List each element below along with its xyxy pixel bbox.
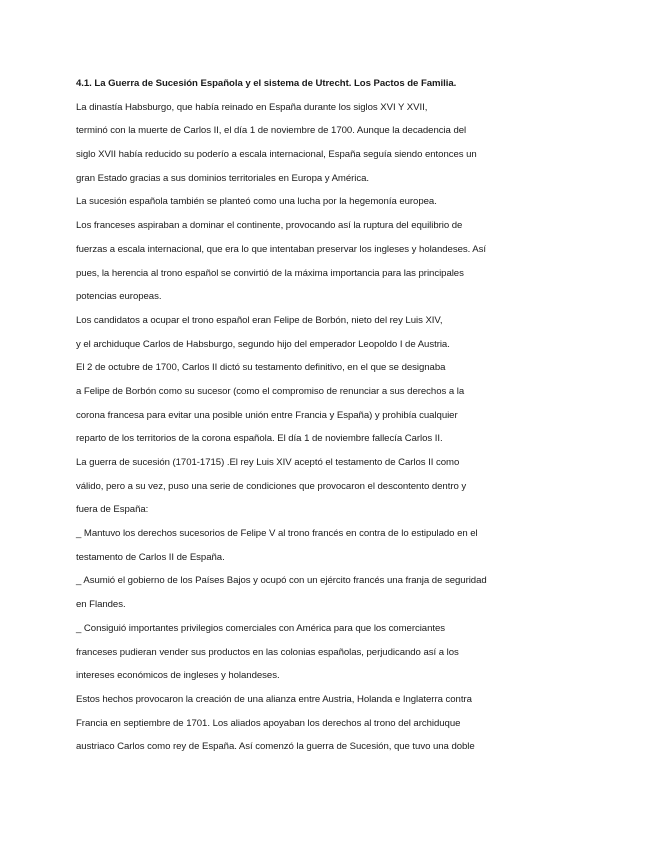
text-line: en Flandes.: [76, 599, 126, 611]
text-line: corona francesa para evitar una posible unión entre Francia y España) y prohibía cualquier: [76, 409, 458, 421]
text-line: Estos hechos provocaron la creación de una alianza entre Austria, Holanda e Inglaterra contra: [76, 693, 472, 705]
text-line: reparto de los territorios de la corona española. El día 1 de noviembre fallecía Carlos II.: [76, 433, 443, 445]
text-line: El 2 de octubre de 1700, Carlos II dictó su testamento definitivo, en el que se designaba: [76, 362, 446, 374]
text-line: _ Mantuvo los derechos sucesorios de Felipe V al trono francés en contra de lo estipulado en el: [76, 528, 478, 540]
text-line: La dinastía Habsburgo, que había reinado en España durante los siglos XVI Y XVII,: [76, 101, 428, 113]
text-line: testamento de Carlos II de España.: [76, 551, 225, 563]
text-line: La guerra de sucesión (1701-1715) .El rey Luis XIV aceptó el testamento de Carlos II como: [76, 457, 460, 468]
text-line: a Felipe de Borbón como su sucesor (como el compromiso de renunciar a sus derechos a la: [76, 385, 465, 397]
text-line: La sucesión española también se planteó como una lucha por la hegemonía europea.: [76, 196, 437, 208]
text-line: _ Asumió el gobierno de los Países Bajos y ocupó con un ejército francés una franja de seguridad: [76, 575, 487, 587]
text-line: gran Estado gracias a sus dominios territoriales en Europa y América.: [76, 172, 370, 184]
text-line: pues, la herencia al trono español se convirtió de la máxima importancia para las principales: [76, 267, 464, 279]
text-line: terminó con la muerte de Carlos II, el día 1 de noviembre de 1700. Aunque la decadencia del: [76, 125, 467, 137]
text-line: fuerzas a escala internacional, que era lo que intentaban preservar los ingleses y holandeses. Así: [76, 243, 487, 255]
section-heading: 4.1. La Guerra de Sucesión Española y el sistema de Utrecht. Los Pactos de Familia.: [76, 78, 457, 89]
text-line: Los franceses aspiraban a dominar el continente, provocando así la ruptura del equilibrio de: [76, 220, 463, 232]
text-line: intereses económicos de ingleses y holandeses.: [76, 670, 280, 682]
text-line: Francia en septiembre de 1701. Los aliados apoyaban los derechos al trono del archiduque: [76, 717, 461, 729]
text-line: y el archiduque Carlos de Habsburgo, segundo hijo del emperador Leopoldo I de Austria.: [76, 338, 450, 350]
text-line: franceses pudieran vender sus productos en las colonias españolas, perjudicando así a los: [76, 646, 459, 658]
text-line: válido, pero a su vez, puso una serie de condiciones que provocaron el descontento dentro y: [76, 480, 467, 492]
document-body: [76, 72, 546, 759]
text-line: Los candidatos a ocupar el trono español eran Felipe de Borbón, nieto del rey Luis XIV,: [76, 314, 443, 326]
text-line: _ Consiguió importantes privilegios comerciales con América para que los comerciantes: [76, 622, 446, 634]
text-line: potencias europeas.: [76, 291, 162, 303]
text-line: austriaco Carlos como rey de España. Así comenzó la guerra de Sucesión, que tuvo una doble: [76, 741, 475, 753]
text-line: fuera de España:: [76, 504, 149, 516]
text-line: siglo XVII había reducido su poderío a escala internacional, España seguía siendo entonces un: [76, 149, 477, 161]
